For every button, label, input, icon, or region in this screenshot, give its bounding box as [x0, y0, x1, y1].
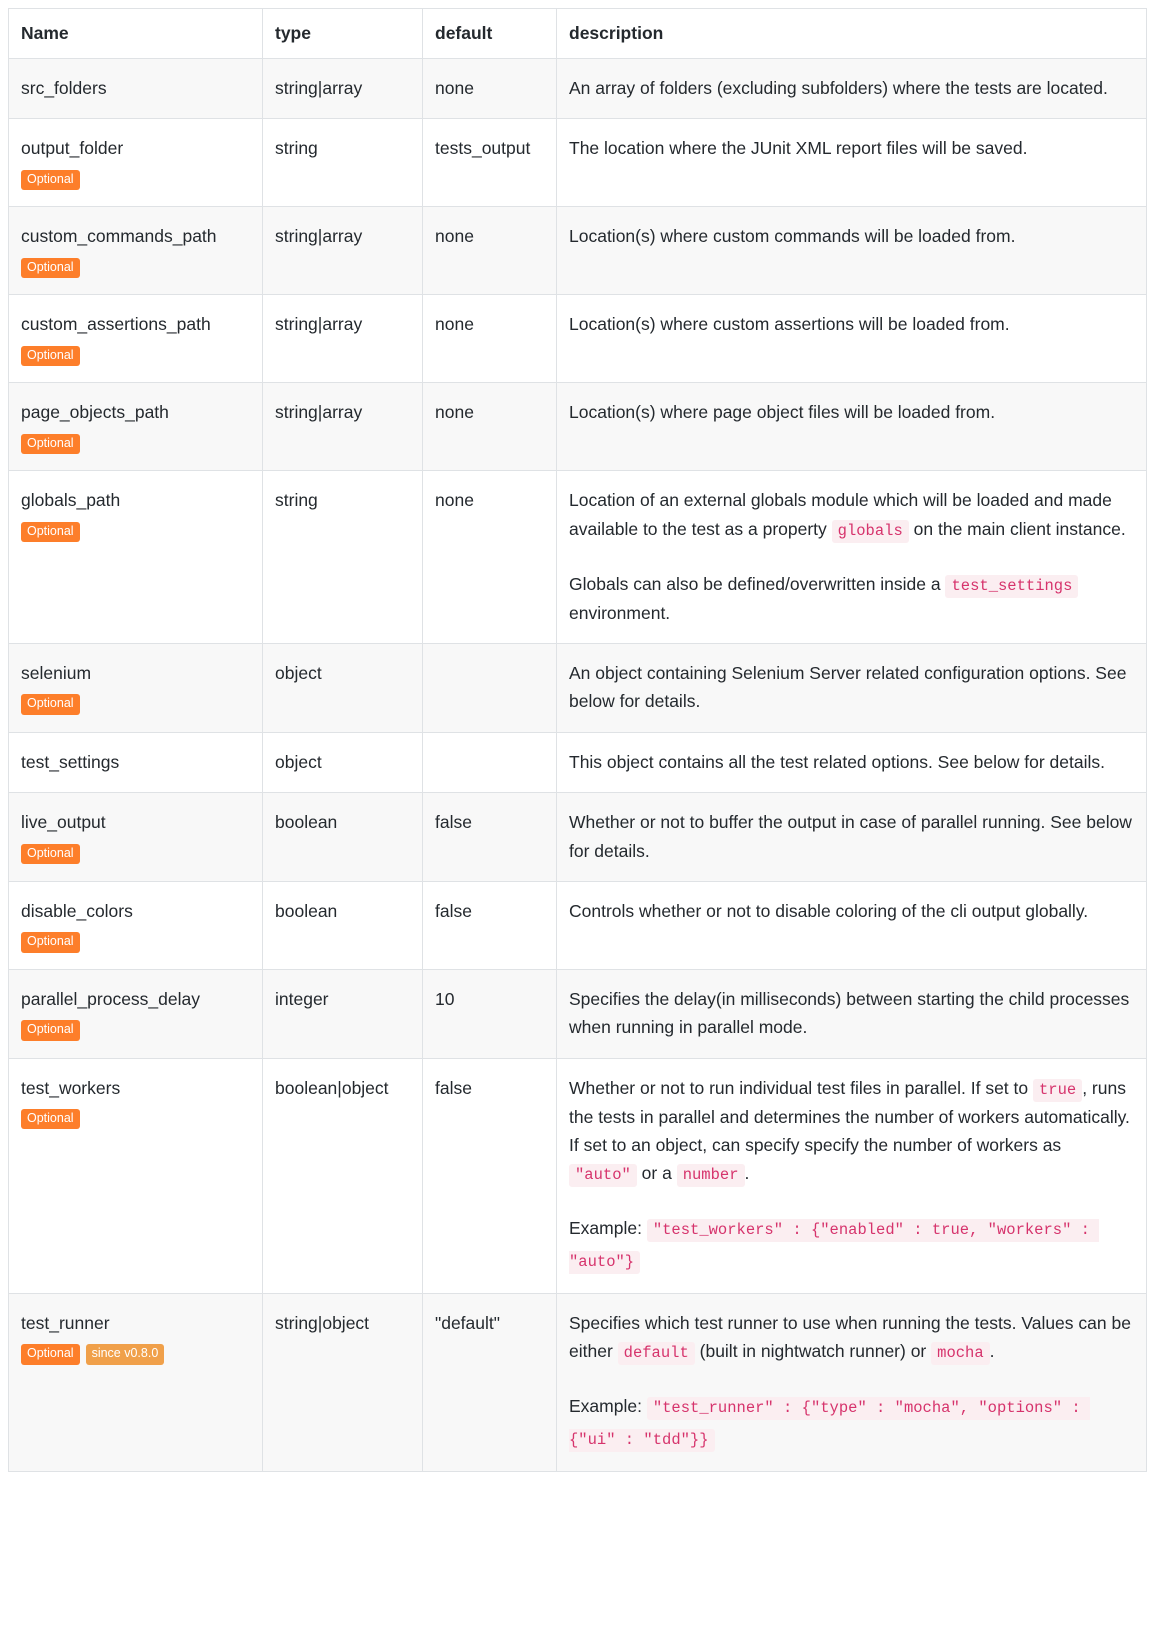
cell-option-default: tests_output [423, 119, 557, 207]
cell-option-default: none [423, 295, 557, 383]
inline-code: globals [832, 520, 909, 543]
cell-option-type: string|array [263, 207, 423, 295]
cell-option-description [557, 383, 1147, 471]
optional-badge: Optional [21, 258, 80, 279]
optional-badge: Optional [21, 434, 80, 455]
inline-code: true [1033, 1079, 1082, 1102]
badge-group [21, 258, 248, 279]
description-paragraph: An object containing Selenium Server related configuration options. See below for details. [569, 663, 1127, 712]
column-header-description: description [557, 9, 1147, 59]
table-header-row [9, 9, 1147, 59]
description-paragraph: Location(s) where custom assertions will be loaded from. [569, 314, 1010, 335]
cell-option-default [423, 732, 557, 792]
cell-option-description [557, 119, 1147, 207]
cell-option-type: object [263, 732, 423, 792]
table-row [9, 207, 1147, 295]
description-paragraph: The location where the JUnit XML report files will be saved. [569, 138, 1028, 159]
cell-option-type: string|array [263, 295, 423, 383]
cell-option-description [557, 1293, 1147, 1471]
inline-code: mocha [931, 1342, 990, 1365]
option-name-label: parallel_process_delay [21, 988, 200, 1009]
badge-group [21, 1344, 248, 1365]
description-example: Example: "test_runner" : {"type" : "mocha", "options" : {"ui" : "tdd"}} [569, 1392, 1132, 1454]
cell-option-description [557, 295, 1147, 383]
inline-code: default [618, 1342, 695, 1365]
option-name-label: page_objects_path [21, 402, 169, 423]
option-name-label: disable_colors [21, 900, 133, 921]
description-paragraph: Whether or not to buffer the output in case of parallel running. See below for details. [569, 812, 1132, 861]
cell-option-default [423, 644, 557, 733]
cell-option-description [557, 793, 1147, 882]
optional-badge: Optional [21, 932, 80, 953]
cell-option-name [9, 644, 263, 733]
table-row [9, 1058, 1147, 1293]
cell-option-description [557, 881, 1147, 969]
cell-option-description [557, 1058, 1147, 1293]
description-paragraph: Globals can also be defined/overwritten inside a test_settings environment. [569, 570, 1132, 627]
cell-option-default: false [423, 881, 557, 969]
cell-option-type: string|object [263, 1293, 423, 1471]
inline-code: test_settings [945, 575, 1078, 598]
optional-badge: Optional [21, 1344, 80, 1365]
column-header-default: default [423, 9, 557, 59]
description-paragraph: This object contains all the test related options. See below for details. [569, 751, 1105, 772]
table-row [9, 644, 1147, 733]
cell-option-type: string|array [263, 59, 423, 119]
cell-option-name [9, 732, 263, 792]
description-paragraph: Location of an external globals module which will be loaded and made available to the test as a property globals on the main client instance. [569, 486, 1132, 543]
table-row [9, 793, 1147, 882]
cell-option-default: false [423, 793, 557, 882]
table-body [9, 59, 1147, 1472]
option-name-label: selenium [21, 663, 92, 684]
configuration-options-table [8, 8, 1147, 1472]
inline-code: "test_runner" : {"type" : "mocha", "options" : {"ui" : "tdd"}} [569, 1397, 1090, 1451]
cell-option-name [9, 1293, 263, 1471]
cell-option-default: 10 [423, 969, 557, 1058]
badge-group [21, 522, 248, 543]
table-row [9, 59, 1147, 119]
cell-option-default: false [423, 1058, 557, 1293]
table-row [9, 471, 1147, 644]
optional-badge: Optional [21, 170, 80, 191]
option-name-label: test_workers [21, 1077, 121, 1098]
cell-option-default: none [423, 59, 557, 119]
optional-badge: Optional [21, 1020, 80, 1041]
option-name-label: live_output [21, 812, 106, 833]
badge-group [21, 694, 248, 715]
inline-code: "test_workers" : {"enabled" : true, "workers" : "auto"} [569, 1219, 1099, 1273]
cell-option-description [557, 644, 1147, 733]
cell-option-type: boolean [263, 881, 423, 969]
cell-option-name [9, 207, 263, 295]
cell-option-type: object [263, 644, 423, 733]
badge-group [21, 346, 248, 367]
option-name-label: test_settings [21, 751, 120, 772]
cell-option-type: string|array [263, 383, 423, 471]
option-name-label: custom_commands_path [21, 226, 217, 247]
cell-option-description [557, 969, 1147, 1058]
badge-group [21, 1109, 248, 1130]
cell-option-type: integer [263, 969, 423, 1058]
description-paragraph: An array of folders (excluding subfolders) where the tests are located. [569, 78, 1108, 98]
table-row [9, 295, 1147, 383]
cell-option-name [9, 295, 263, 383]
table-row [9, 969, 1147, 1058]
optional-badge: Optional [21, 694, 80, 715]
description-paragraph: Location(s) where page object files will be loaded from. [569, 402, 996, 423]
cell-option-description [557, 471, 1147, 644]
description-paragraph: Controls whether or not to disable coloring of the cli output globally. [569, 900, 1089, 921]
cell-option-type: string [263, 471, 423, 644]
option-name-label: globals_path [21, 490, 121, 511]
table-row [9, 1293, 1147, 1471]
table-row [9, 119, 1147, 207]
cell-option-default: none [423, 383, 557, 471]
cell-option-default: "default" [423, 1293, 557, 1471]
optional-badge: Optional [21, 346, 80, 367]
column-header-name: Name [9, 9, 263, 59]
badge-group [21, 434, 248, 455]
badge-group [21, 170, 248, 191]
table-header [9, 9, 1147, 59]
description-paragraph: Location(s) where custom commands will be loaded from. [569, 226, 1016, 247]
option-name-label: src_folders [21, 78, 107, 98]
option-name-label: custom_assertions_path [21, 314, 211, 335]
optional-badge: Optional [21, 522, 80, 543]
cell-option-description [557, 207, 1147, 295]
badge-group [21, 844, 248, 865]
cell-option-type: string [263, 119, 423, 207]
cell-option-name [9, 1058, 263, 1293]
cell-option-name [9, 969, 263, 1058]
cell-option-description [557, 59, 1147, 119]
cell-option-name [9, 881, 263, 969]
description-paragraph: Specifies the delay(in milliseconds) between starting the child processes when running in parallel mode. [569, 988, 1130, 1038]
badge-group [21, 1020, 248, 1041]
table-row [9, 383, 1147, 471]
since-version-badge: since v0.8.0 [86, 1344, 165, 1365]
cell-option-type: boolean|object [263, 1058, 423, 1293]
cell-option-name [9, 383, 263, 471]
description-paragraph: Specifies which test runner to use when running the tests. Values can be either default (built in nightwatch runner) or mocha . [569, 1309, 1132, 1366]
cell-option-default: none [423, 207, 557, 295]
cell-option-description [557, 732, 1147, 792]
inline-code: number [677, 1164, 745, 1187]
description-example: Example: "test_workers" : {"enabled" : true, "workers" : "auto"} [569, 1214, 1132, 1276]
cell-option-name [9, 793, 263, 882]
option-name-label: test_runner [21, 1312, 110, 1333]
cell-option-name [9, 119, 263, 207]
badge-group [21, 932, 248, 953]
cell-option-type: boolean [263, 793, 423, 882]
inline-code: "auto" [569, 1164, 637, 1187]
optional-badge: Optional [21, 1109, 80, 1130]
table-row [9, 732, 1147, 792]
table-row [9, 881, 1147, 969]
cell-option-name [9, 59, 263, 119]
optional-badge: Optional [21, 844, 80, 865]
description-paragraph: Whether or not to run individual test files in parallel. If set to true , runs the tests in parallel and determines the number of workers automatically. If set to an object, can specify specify the number of workers as "auto" or a number . [569, 1074, 1132, 1189]
column-header-type: type [263, 9, 423, 59]
option-name-label: output_folder [21, 138, 124, 159]
cell-option-name [9, 471, 263, 644]
cell-option-default: none [423, 471, 557, 644]
